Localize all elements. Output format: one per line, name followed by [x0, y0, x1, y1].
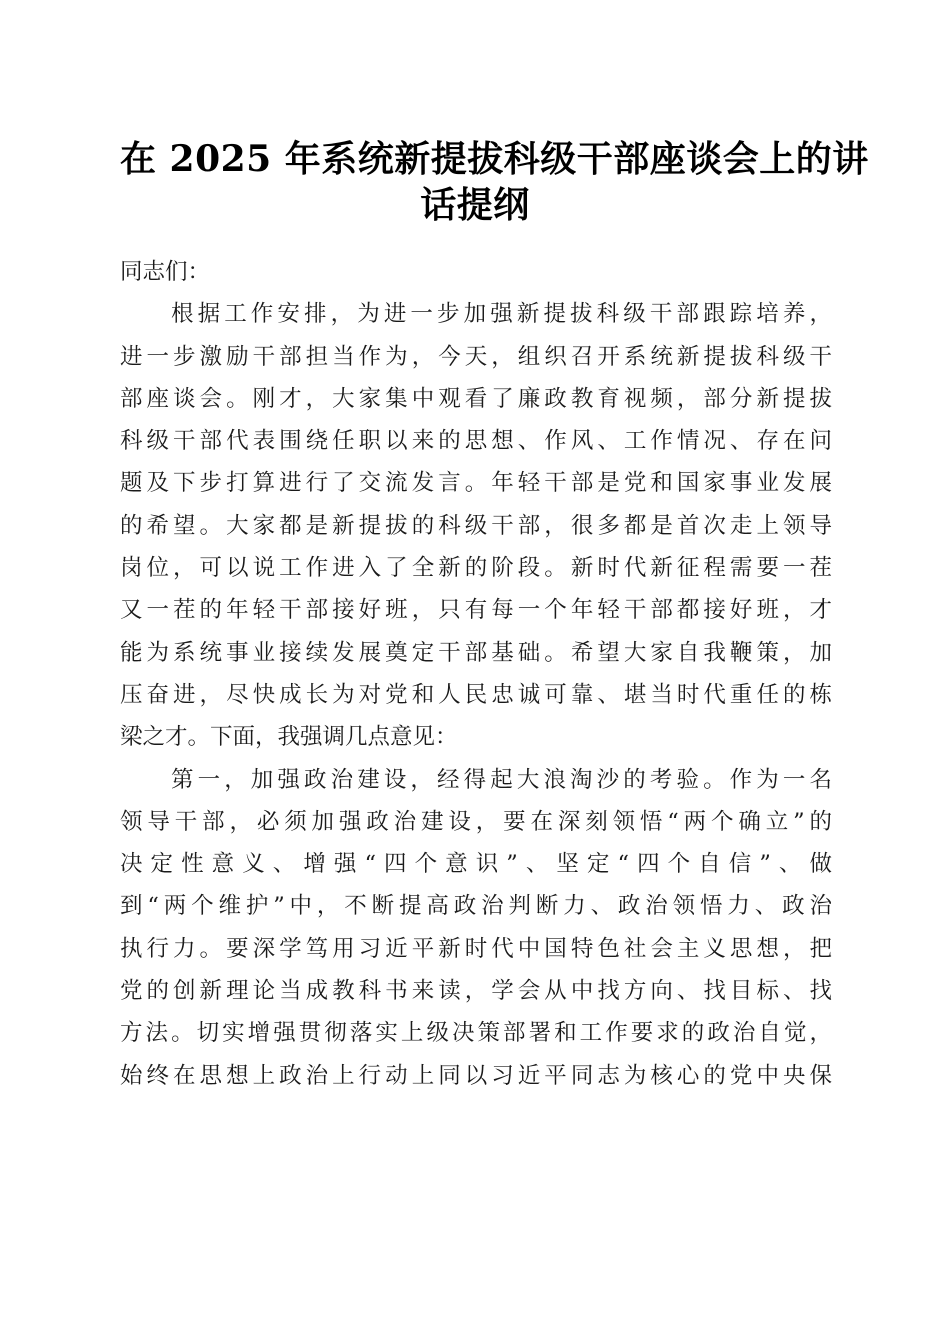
title-line-1: 在 2025 年系统新提拔科级干部座谈会上的讲 — [120, 138, 869, 180]
paragraph-2-line: 始终在思想上政治上行动上同以习近平同志为核心的党中央保 — [120, 1062, 832, 1089]
paragraph-2 — [120, 759, 832, 1097]
paragraph-2-line: 领导干部，必须加强政治建设，要在深刻领悟“两个确立”的 — [120, 808, 832, 835]
paragraph-1-line: 压奋进，尽快成长为对党和人民忠诚可靠、堪当时代重任的栋 — [120, 681, 832, 708]
paragraph-1-line: 部座谈会。刚才，大家集中观看了廉政教育视频，部分新提拔 — [120, 385, 832, 412]
paragraph-1-line: 进一步激励干部担当作为，今天，组织召开系统新提拔科级干 — [120, 343, 832, 370]
paragraph-1-line: 能为系统事业接续发展奠定干部基础。希望大家自我鞭策，加 — [120, 639, 832, 666]
salutation: 同志们： — [120, 259, 211, 285]
paragraph-1-line: 题及下步打算进行了交流发言。年轻干部是党和国家事业发展 — [120, 470, 832, 497]
paragraph-1-line: 科级干部代表围绕任职以来的思想、作风、工作情况、存在问 — [120, 428, 832, 455]
paragraph-2-line: 方法。切实增强贯彻落实上级决策部署和工作要求的政治自觉， — [120, 1020, 832, 1047]
paragraph-1 — [120, 293, 832, 758]
paragraph-1-line: 岗位，可以说工作进入了全新的阶段。新时代新征程需要一茬 — [120, 555, 832, 582]
paragraph-1-line: 又一茬的年轻干部接好班，只有每一个年轻干部都接好班，才 — [120, 597, 832, 624]
paragraph-2-line: 第一，加强政治建设，经得起大浪淘沙的考验。作为一名 — [171, 766, 832, 793]
paragraph-2-line: 到“两个维护”中，不断提高政治判断力、政治领悟力、政治 — [120, 893, 832, 920]
document-title — [120, 136, 869, 228]
paragraph-1-line: 的希望。大家都是新提拔的科级干部，很多都是首次走上领导 — [120, 512, 832, 539]
paragraph-2-line: 党的创新理论当成教科书来读，学会从中找方向、找目标、找 — [120, 978, 832, 1005]
document-body — [120, 251, 832, 1097]
title-line-2: 话提纲 — [420, 184, 530, 226]
paragraph-1-line: 根据工作安排，为进一步加强新提拔科级干部跟踪培养， — [171, 301, 832, 328]
paragraph-1-line: 梁之才。下面，我强调几点意见： — [120, 724, 458, 751]
paragraph-2-line: 决定性意义、增强“四个意识”、坚定“四个自信”、做 — [120, 851, 832, 878]
paragraph-2-line: 执行力。要深学笃用习近平新时代中国特色社会主义思想，把 — [120, 935, 832, 962]
